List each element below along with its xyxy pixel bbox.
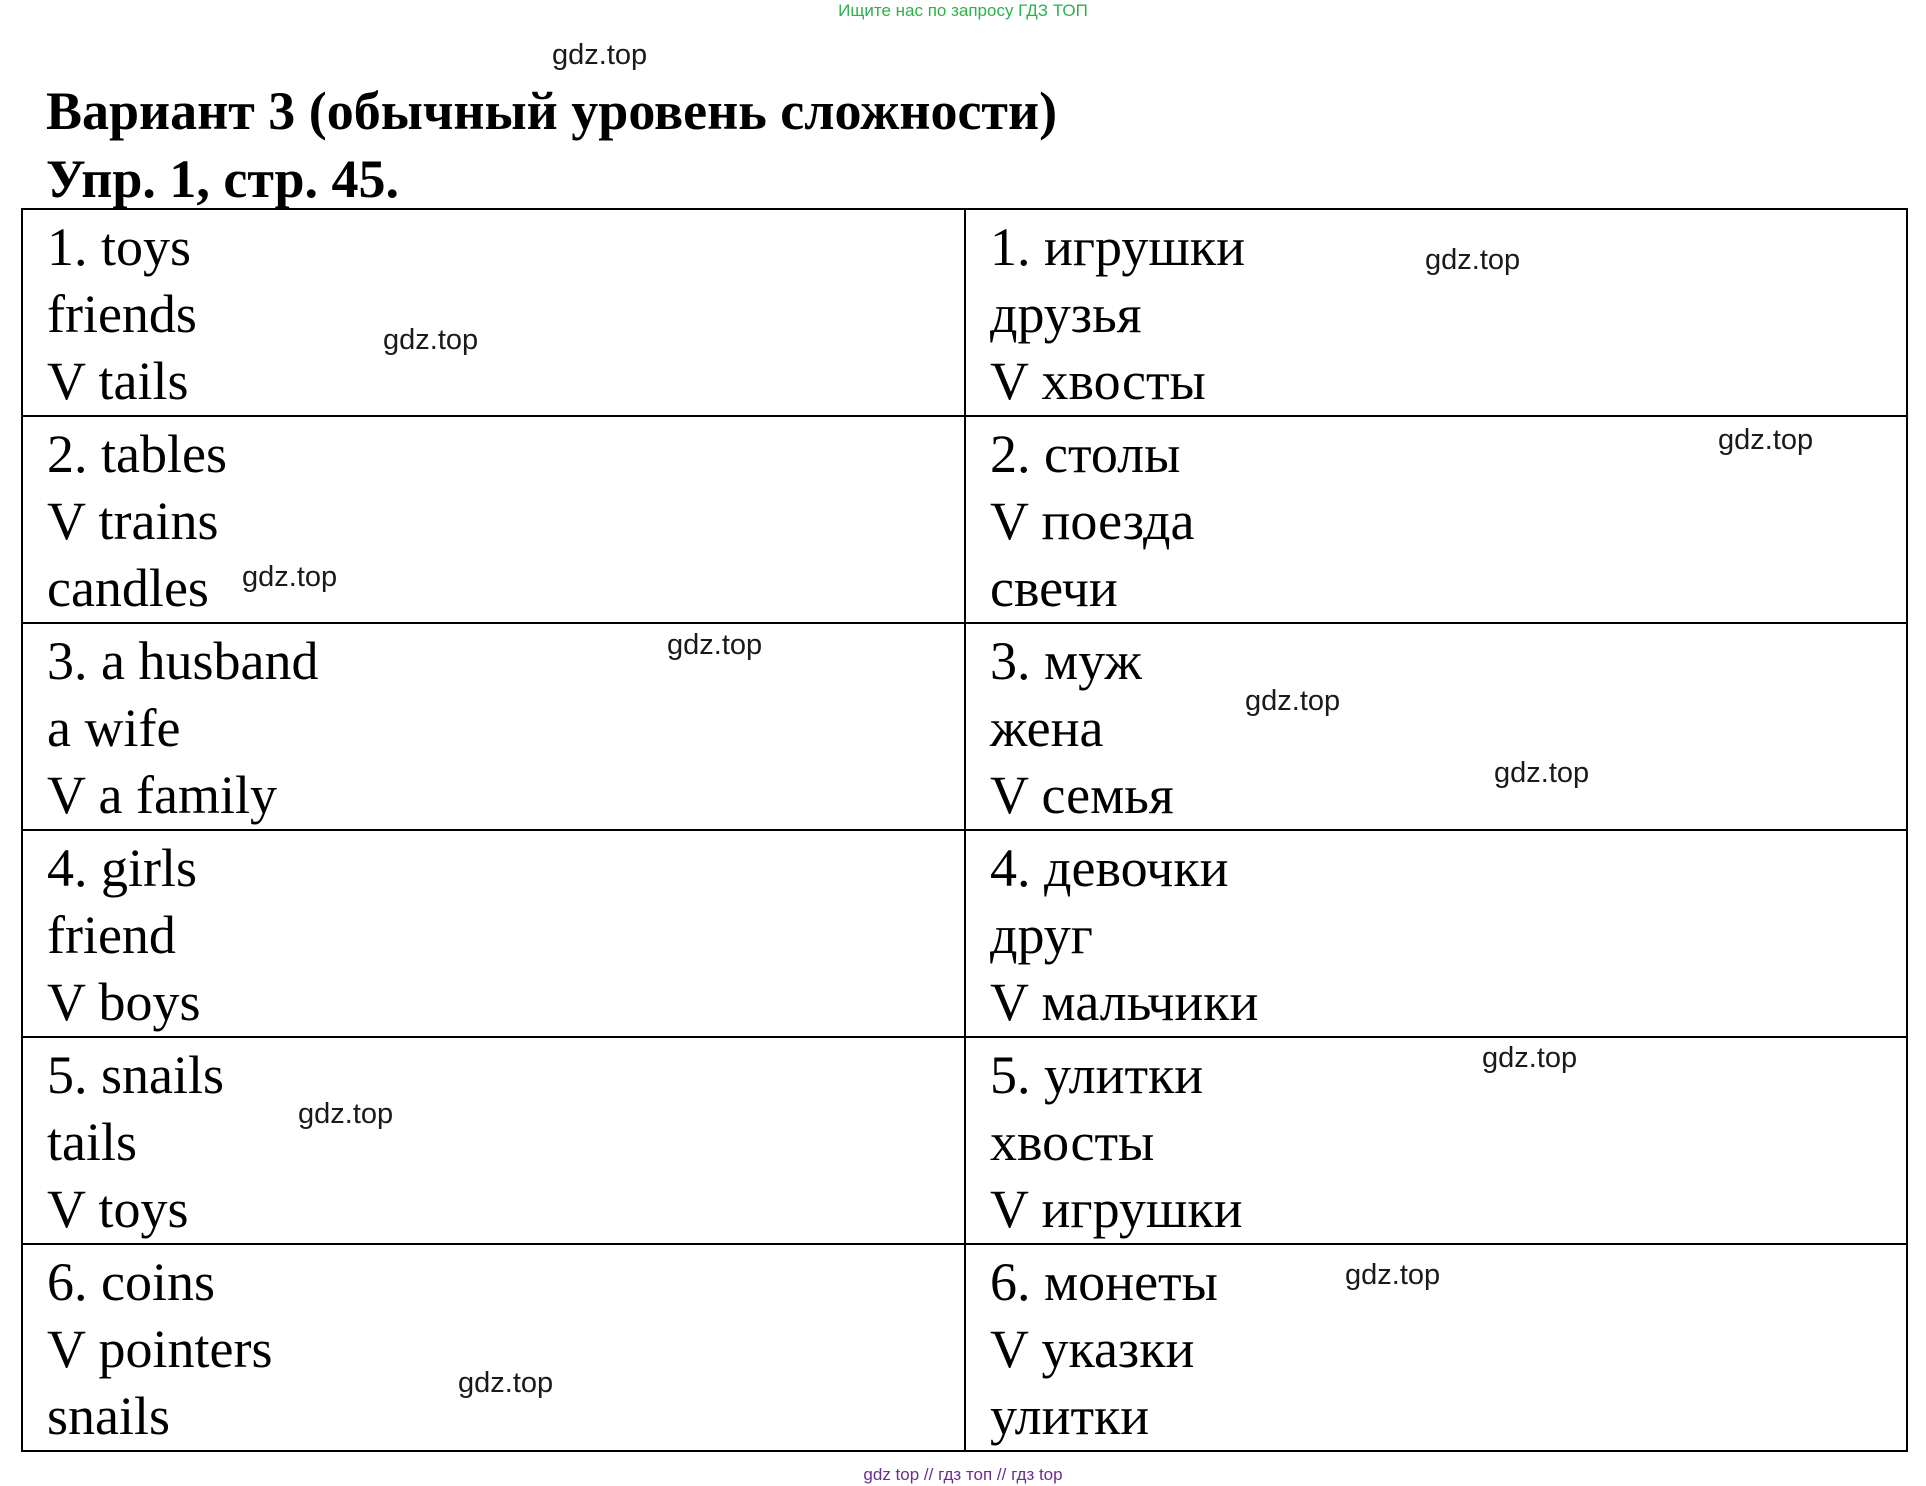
cell-line: candles — [47, 558, 209, 618]
watermark: gdz.top — [298, 1098, 394, 1130]
watermark: gdz.top — [1245, 685, 1341, 717]
cell-line: a wife — [47, 698, 181, 758]
watermark: gdz.top — [383, 324, 479, 356]
english-cell — [22, 209, 965, 416]
table-row — [22, 623, 1907, 830]
cell-line: 6. coins — [47, 1252, 215, 1312]
cell-line: 5. snails — [47, 1045, 225, 1105]
cell-line: V семья — [990, 765, 1174, 825]
cell-line: V игрушки — [990, 1179, 1243, 1239]
cell-line: V pointers — [47, 1319, 273, 1379]
cell-line: 4. девочки — [990, 838, 1229, 898]
table-row — [22, 1037, 1907, 1244]
cell-line: 5. улитки — [990, 1045, 1204, 1105]
cell-line: друзья — [990, 284, 1142, 344]
cell-line: V хвосты — [990, 351, 1206, 411]
cell-line: 6. монеты — [990, 1252, 1218, 1312]
cell-line: friend — [47, 905, 176, 965]
footer-watermark: gdz top // гдз топ // гдз top — [863, 1465, 1063, 1484]
watermark: gdz.top — [552, 39, 648, 71]
cell-line: друг — [990, 905, 1093, 965]
cell-line: V мальчики — [990, 972, 1259, 1032]
cell-line: V trains — [47, 491, 219, 551]
cell-line: V поезда — [990, 491, 1195, 551]
cell-line: V boys — [47, 972, 201, 1032]
cell-line: 2. столы — [990, 424, 1181, 484]
watermark: gdz.top — [667, 629, 763, 661]
top-banner: Ищите нас по запросу ГДЗ ТОП — [838, 1, 1088, 20]
watermark: gdz.top — [1482, 1042, 1578, 1074]
cell-line: 1. toys — [47, 217, 192, 277]
answer-table — [21, 208, 1908, 1452]
russian-cell — [965, 209, 1907, 416]
table-row — [22, 1244, 1907, 1451]
cell-line: V a family — [47, 765, 277, 825]
table-row — [22, 830, 1907, 1037]
watermark: gdz.top — [1345, 1259, 1441, 1291]
cell-line: хвосты — [990, 1112, 1155, 1172]
cell-line: 3. муж — [990, 631, 1142, 691]
watermark: gdz.top — [242, 561, 338, 593]
cell-line: tails — [47, 1112, 137, 1172]
cell-line: улитки — [990, 1386, 1150, 1446]
cell-line: V tails — [47, 351, 189, 411]
cell-line: жена — [990, 698, 1104, 758]
russian-cell — [965, 830, 1907, 1037]
cell-line: 1. игрушки — [990, 217, 1246, 277]
table-row — [22, 209, 1907, 416]
cell-line: 4. girls — [47, 838, 198, 898]
cell-line: snails — [47, 1386, 171, 1446]
english-cell — [22, 416, 965, 623]
watermark: gdz.top — [458, 1367, 554, 1399]
cell-line: friends — [47, 284, 197, 344]
cell-line: 3. a husband — [47, 631, 319, 691]
exercise-reference: Упр. 1, стр. 45. — [46, 149, 400, 209]
cell-line: свечи — [990, 558, 1118, 618]
watermark: gdz.top — [1494, 757, 1590, 789]
english-cell — [22, 623, 965, 830]
watermark: gdz.top — [1718, 424, 1814, 456]
russian-cell — [965, 623, 1907, 830]
english-cell — [22, 1037, 965, 1244]
cell-line: V toys — [47, 1179, 189, 1239]
english-cell — [22, 1244, 965, 1451]
watermark: gdz.top — [1425, 244, 1521, 276]
cell-line: 2. tables — [47, 424, 227, 484]
cell-line: V указки — [990, 1319, 1195, 1379]
english-cell — [22, 830, 965, 1037]
russian-cell — [965, 1037, 1907, 1244]
page-title: Вариант 3 (обычный уровень сложности) — [46, 81, 1058, 141]
